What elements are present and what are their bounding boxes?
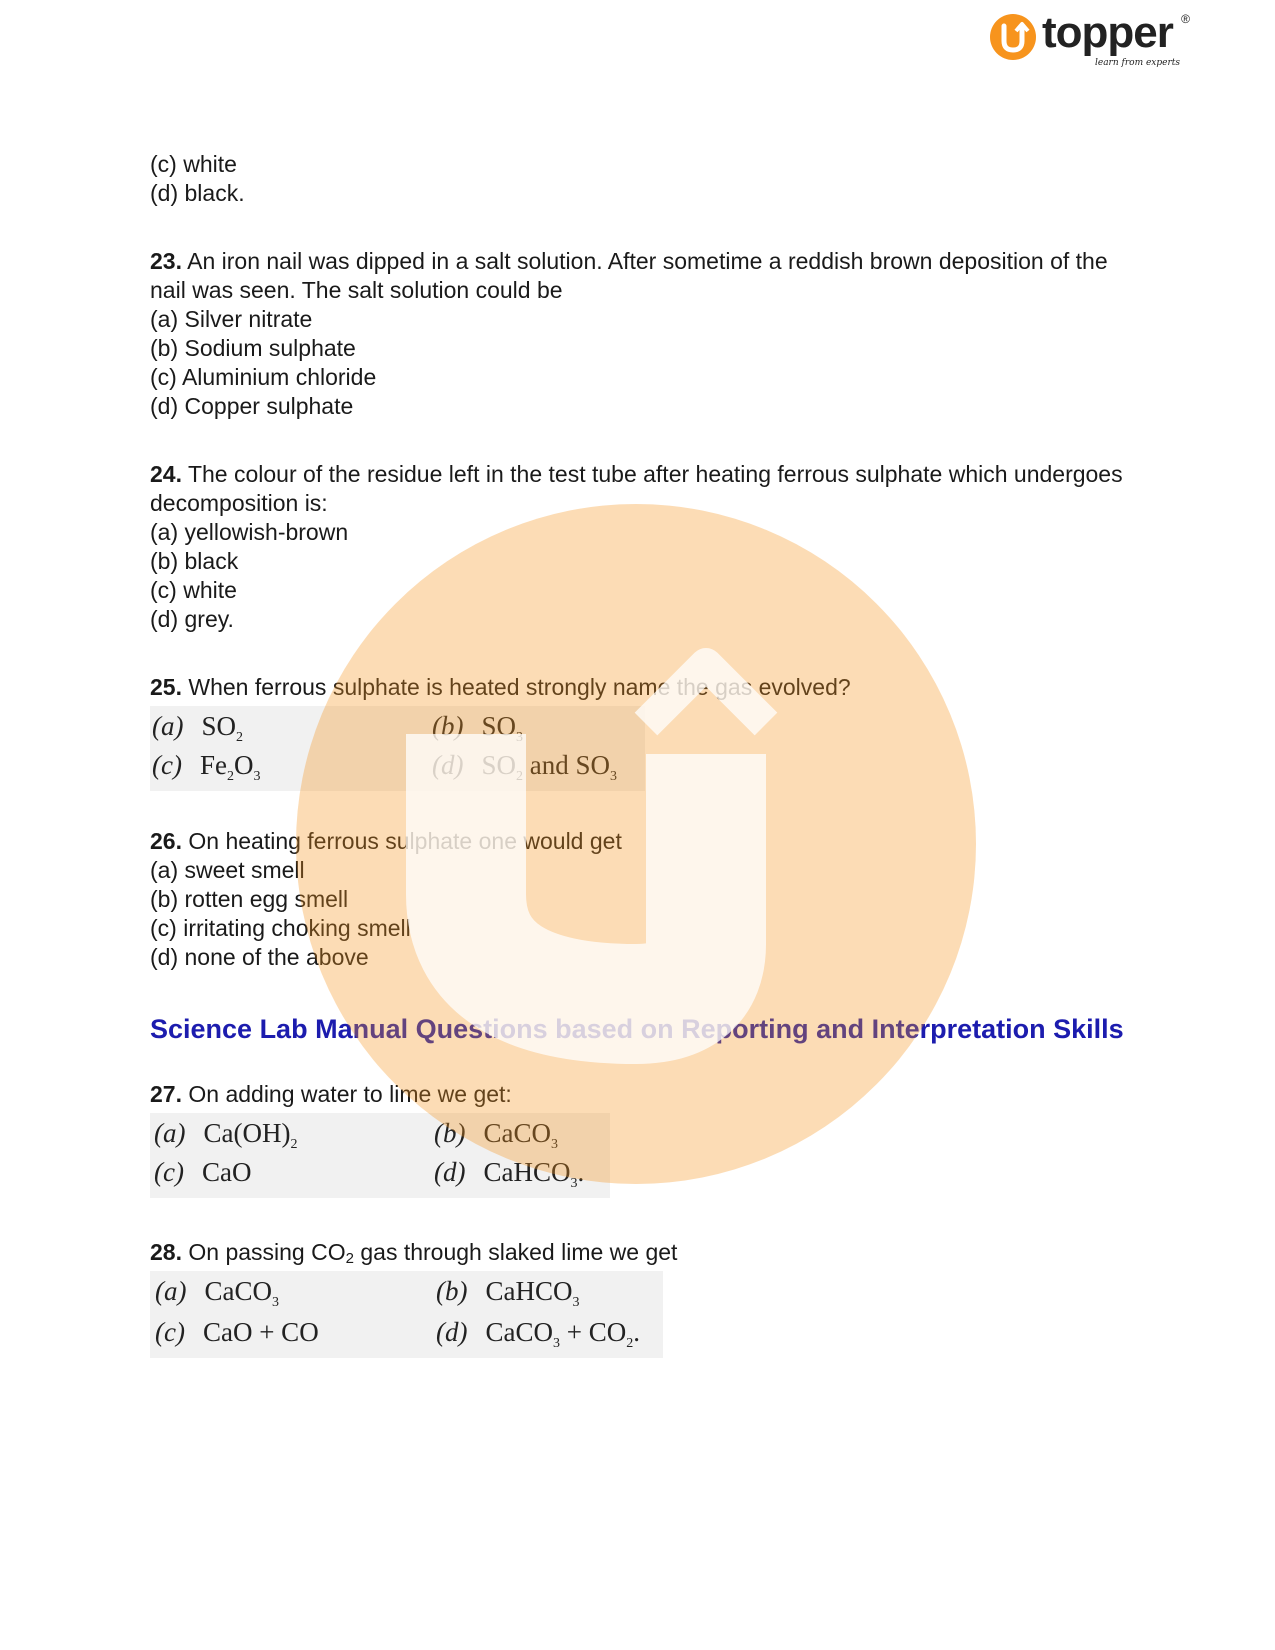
question-body: On heating ferrous sulphate one would get: [188, 828, 622, 854]
question-number: 24.: [150, 461, 182, 487]
option-b: (b) $SO_3$: [432, 711, 523, 745]
question-25: [150, 673, 1140, 791]
option-line: (b) Sodium sulphate: [150, 335, 356, 361]
option-line: (c) white: [150, 577, 237, 603]
question-24: [150, 460, 1140, 634]
option-a: (a) $Ca(OH)_2$: [154, 1118, 298, 1152]
option-a: (a) $SO_2$: [152, 711, 243, 745]
option-line: (d) Copper sulphate: [150, 393, 354, 419]
logo-tagline: learn from experts: [1094, 58, 1180, 68]
option-line: (d) none of the above: [150, 944, 369, 970]
option-d: (d) CaHCO$_3$.: [434, 1157, 585, 1191]
question-27: [150, 1080, 1140, 1198]
option-b: (b) CaCO$_3$: [434, 1118, 558, 1152]
logo-u-icon: [990, 14, 1036, 60]
document-body: [150, 150, 1140, 1358]
carryover-options: [150, 150, 1140, 208]
option-line: (a) Silver nitrate: [150, 306, 313, 332]
question-number: 25.: [150, 674, 182, 700]
option-line: (d) grey.: [150, 606, 234, 632]
option-d: (d) CaCO$_3$ + $CO_2$.: [436, 1317, 640, 1351]
question-number: 23.: [150, 248, 182, 274]
question-body-end: gas through slaked lime we get: [353, 1239, 678, 1265]
question-body: An iron nail was dipped in a salt solution. After sometime a reddish brown deposition of the nail was seen. The salt solution could be: [150, 248, 1108, 303]
option-d: (d) $SO_2$ and $SO_3$: [432, 750, 617, 784]
question-text: [150, 1238, 1140, 1267]
option-a: (a) CaCO$_3$: [155, 1276, 279, 1310]
option-line: (c) Aluminium chloride: [150, 364, 377, 390]
option-c: (c) $Fe_2O_3$: [152, 750, 261, 784]
question-body: On passing CO: [188, 1239, 346, 1265]
option-grid-image: [150, 706, 645, 791]
registered-mark: ®: [1181, 12, 1190, 26]
option-line: (b) black: [150, 548, 239, 574]
question-26: [150, 827, 1140, 972]
question-body: On adding water to lime we get:: [188, 1081, 512, 1107]
option-c: (c) CaO: [154, 1157, 252, 1187]
option-line: (a) sweet smell: [150, 857, 305, 883]
option-grid-image: [150, 1271, 663, 1358]
question-number: 28.: [150, 1239, 182, 1265]
option-line: (d) black.: [150, 180, 245, 206]
question-28: [150, 1238, 1140, 1358]
question-body: When ferrous sulphate is heated strongly name the gas evolved?: [188, 674, 851, 700]
question-text: [150, 460, 1140, 518]
option-line: (b) rotten egg smell: [150, 886, 349, 912]
option-grid-image: [150, 1113, 610, 1198]
option-line: (a) yellowish-brown: [150, 519, 349, 545]
option-b: (b) CaHCO$_3$: [436, 1276, 580, 1310]
question-number: 27.: [150, 1081, 182, 1107]
logo-wordmark: topper: [1042, 8, 1173, 57]
question-text: [150, 673, 1140, 702]
option-line: (c) white: [150, 151, 237, 177]
question-text: [150, 247, 1140, 305]
option-c: (c) CaO + CO: [155, 1317, 319, 1347]
question-number: 26.: [150, 828, 182, 854]
question-body: The colour of the residue left in the test tube after heating ferrous sulphate which undergoes decomposition is:: [150, 461, 1123, 516]
section-heading: Science Lab Manual Questions based on Reporting and Interpretation Skills: [150, 1014, 1124, 1044]
question-text: [150, 1080, 1140, 1109]
question-23: [150, 247, 1140, 421]
topper-logo: [990, 8, 1190, 70]
option-line: (c) irritating choking smell: [150, 915, 411, 941]
question-text: [150, 827, 1140, 856]
question-subscript: 2: [345, 1250, 354, 1267]
